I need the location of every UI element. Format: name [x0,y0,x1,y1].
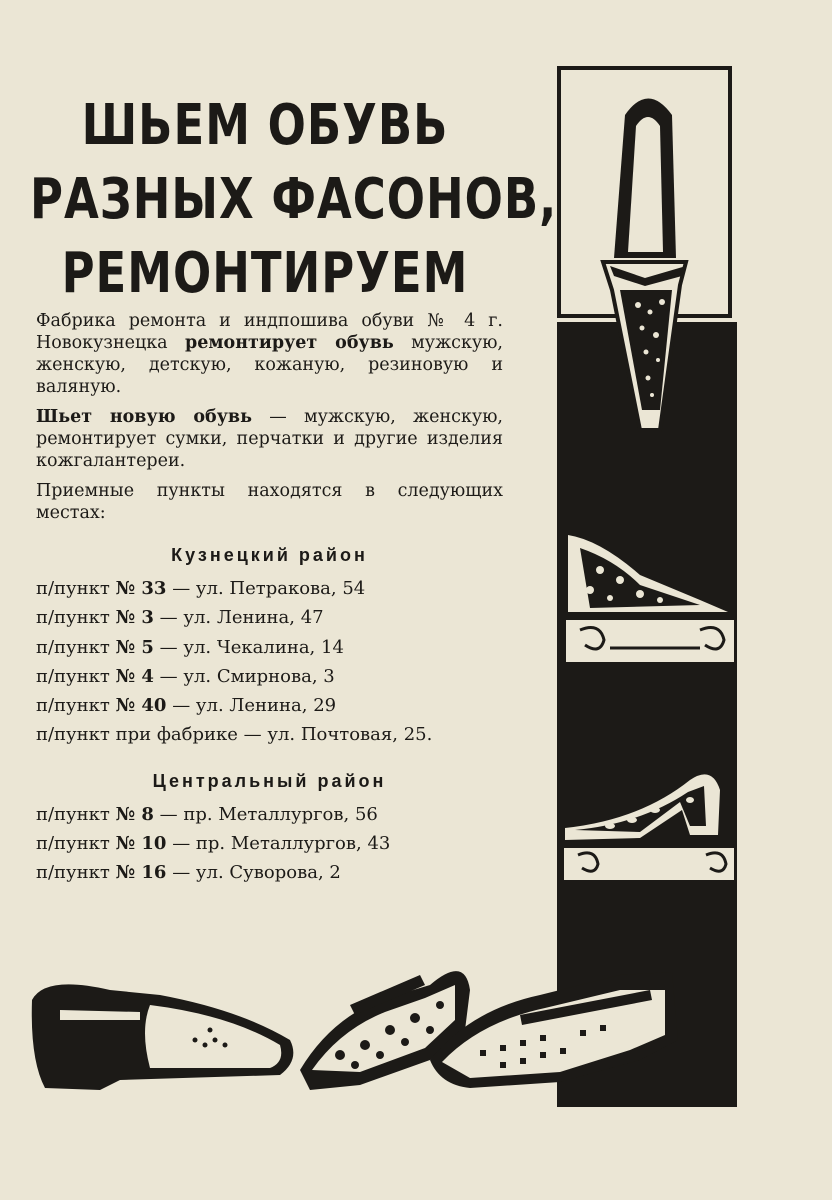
intro-paragraph-1: Фабрика ремонта и индпошива обуви № 4 г. Новокузнецка ремонтирует обувь мужскую, женскую, детскую, кожаную, резиновую и валяную. [36,311,503,397]
intro-paragraph-2: Шьет новую обувь — мужскую, женскую, ремонтирует сумки, перчатки и другие изделия кожгалантереи. [36,407,503,471]
list-item: п/пункт № 16 — ул. Суворова, 2 [36,862,341,884]
district-heading: Кузнецкий район [171,545,368,565]
list-item: п/пункт № 40 — ул. Ленина, 29 [36,695,337,717]
intro-paragraph-3: Приемные пункты находятся в следующих местах: [36,481,503,523]
advert-body [36,310,503,888]
list-item: п/пункт № 5 — ул. Чекалина, 14 [36,636,344,658]
headline [30,88,558,310]
headline-line-3: РЕМОНТИРУЕМ [61,240,469,306]
list-item: п/пункт № 8 — пр. Металлургов, 56 [36,803,378,825]
district-section [36,770,503,888]
list-item: п/пункт № 10 — пр. Металлургов, 43 [36,833,391,855]
district-section [36,544,503,750]
list-item: п/пункт № 4 — ул. Смирнова, 3 [36,665,335,687]
list-item: п/пункт при фабрике — ул. Почтовая, 25. [36,724,433,746]
district-heading: Центральный район [152,770,387,791]
headline-line-2: РАЗНЫХ ФАСОНОВ, [30,166,558,232]
list-item: п/пункт № 33 — ул. Петракова, 54 [36,578,366,599]
oxford-shoe-icon [32,984,294,1090]
list-item: п/пункт № 3 — ул. Ленина, 47 [36,607,324,629]
headline-line-1: ШЬЕМ ОБУВЬ [81,92,449,158]
